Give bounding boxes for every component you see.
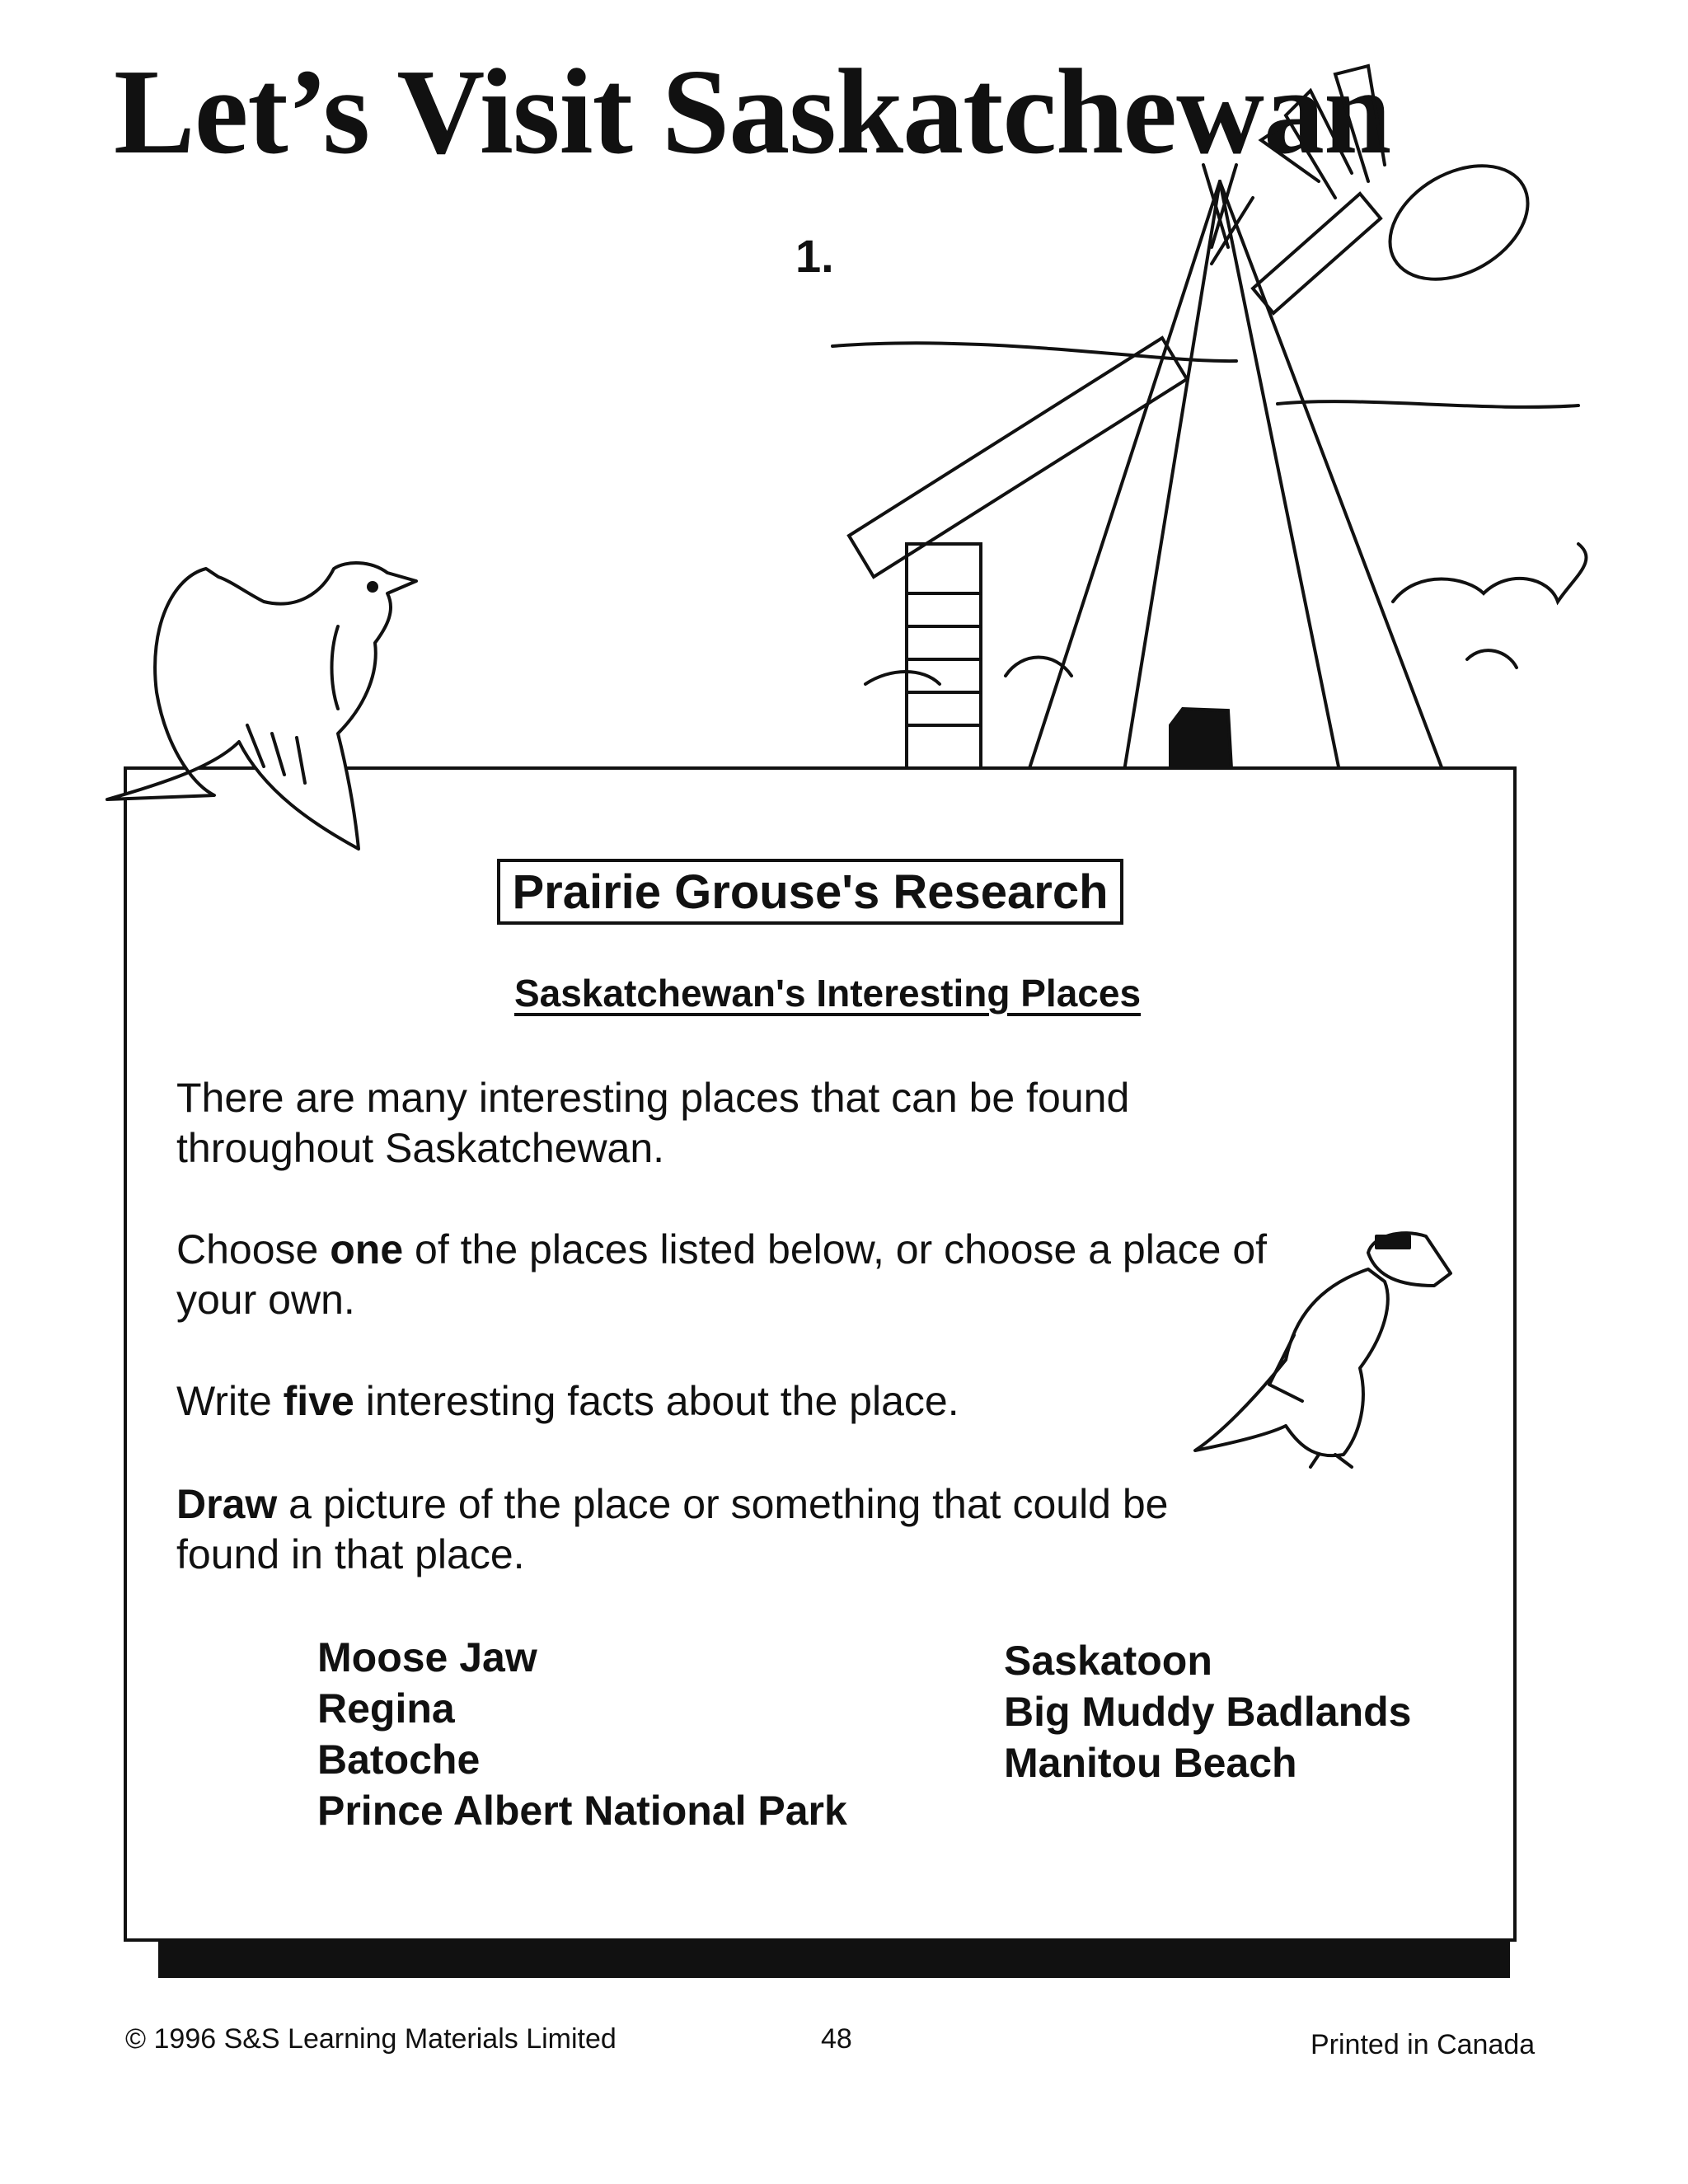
list-item: Moose Jaw (317, 1634, 537, 1680)
list-item: Batoche (317, 1736, 481, 1783)
section-subheading (0, 971, 1688, 1015)
subheading-text: Saskatchewan's Interesting Places (513, 972, 1142, 1015)
p2-bold: one (330, 1226, 404, 1272)
p3-pre: Write (176, 1378, 284, 1424)
printed-in-text: Printed in Canada (1311, 2029, 1536, 2060)
list-item: Prince Albert National Park (317, 1788, 847, 1834)
list-item: Big Muddy Badlands (1004, 1689, 1412, 1735)
p2-post: of the places listed below, or choose a place of your own. (176, 1226, 1268, 1323)
write-instruction (176, 1376, 1281, 1427)
p4-post: a picture of the place or something that could be found in that place. (176, 1481, 1169, 1577)
places-list-left (317, 1632, 847, 1836)
draw-instruction (176, 1479, 1281, 1580)
page-title: Let’s Visit Saskatchewan (114, 45, 1391, 180)
p4-bold: Draw (176, 1481, 278, 1527)
list-item: Saskatoon (1004, 1638, 1212, 1684)
p3-post: interesting facts about the place. (354, 1378, 959, 1424)
intro-paragraph: There are many interesting places that can be found throughout Saskatchewan. (176, 1075, 1130, 1171)
research-heading: Prairie Grouse's Research (497, 859, 1123, 925)
worksheet-number: 1. (795, 230, 834, 282)
choose-instruction (176, 1225, 1281, 1325)
list-item: Manitou Beach (1004, 1740, 1297, 1786)
places-list-right (1004, 1635, 1411, 1788)
copyright-text: © 1996 S&S Learning Materials Limited (125, 2023, 617, 2055)
list-item: Regina (317, 1685, 455, 1732)
page-number: 48 (821, 2023, 852, 2055)
p2-pre: Choose (176, 1226, 331, 1272)
p3-bold: five (283, 1378, 354, 1424)
